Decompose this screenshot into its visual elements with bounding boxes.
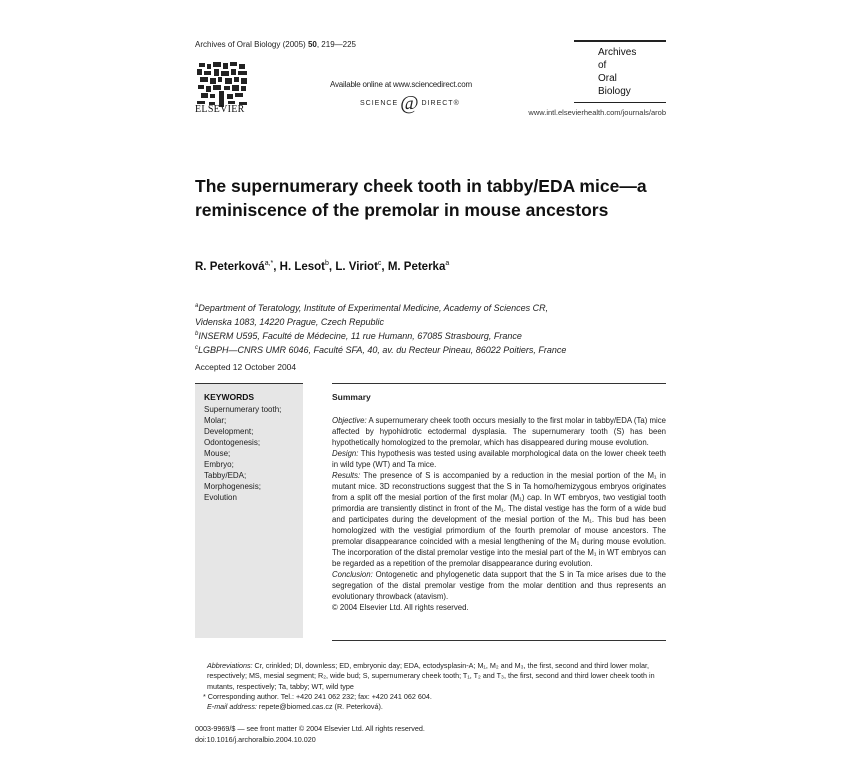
author-affiliation-mark: c [377,260,382,267]
author-list: R. Peterková$^{a,*}$, H. Lesot$^b$, L. Viriot$^c$, M. Peterka$^a$ [195,260,450,273]
author-affiliation-mark: a,* [264,260,274,267]
affiliation-line: $^a$Department of Teratology, Institute of Experimental Medicine, Academy of Sciences CR, [195,303,549,313]
summary-copyright: © 2004 Elsevier Ltd. All rights reserved. [332,603,469,612]
author-name: L. Viriot [335,260,378,273]
keyword-item: Supernumerary tooth; [204,405,282,414]
journal-name-line: Biology [598,86,631,97]
summary-design: Design: This hypothesis was tested using available morphological data on the lower cheek teeth in wild type (WT) and Ta mice. [332,449,666,469]
doi-link[interactable]: doi:10.1016/j.archoralbio.2004.10.020 [195,734,316,744]
journal-citation [195,40,356,49]
available-online-text: Available online at www.sciencedirect.com [330,80,472,89]
author-affiliation-mark: a [445,260,450,267]
footnotes [195,661,667,712]
keyword-item: Odontogenesis; [204,438,261,447]
front-matter-copyright [195,724,425,745]
issn-line: 0003-9969/$ — see front matter © 2004 Elsevier Ltd. All rights reserved. [195,724,425,733]
author-name: M. Peterka [387,260,446,273]
abbreviations-footnote: Abbreviations: Cr, crinkled; Dl, downless; ED, embryonic day; EDA, ectodysplasin-A; M₁, M₂ and M₃, the first, second and third lower molar, respectively; MS, mesial segment; R₂, wide bud; S, supernumerary cheek tooth; T₁, T₂ and T₃, the first, second and third lower cheek tooth in mutants, respectively; Ta, tabby; WT, wild type [207,661,655,691]
keywords-box [195,383,303,638]
summary-top-rule [332,383,666,384]
keyword-item: Molar; [204,416,227,425]
keyword-item: Development; [204,427,254,436]
keyword-item: Evolution [204,493,237,502]
summary-section [332,392,666,613]
corresponding-author-footnote: * Corresponding author. Tel.: +420 241 062 232; fax: +420 241 062 604. [203,691,432,701]
journal-url[interactable]: www.intl.elsevierhealth.com/journals/arob [528,108,666,117]
summary-conclusion: Conclusion: Ontogenetic and phylogenetic data support that the S in Ta mice arises due to the segregation of the distal premolar vestige from the molar dentition and thus represents an evolutionary throwback (atavism). [332,570,666,601]
article-title: The supernumerary cheek tooth in tabby/EDA mice—a reminiscence of the premolar in mouse ancestors [195,176,647,220]
summary-objective: Objective: A supernumerary cheek tooth occurs mesially to the first molar in tabby/EDA (Ta) mice affected by hypohidrotic ectodermal dysplasia. The supernumerary tooth (S) has been hypothetically homologized to the premolar, which has disappeared during mouse evolution. [332,416,666,447]
journal-name-line: Archives [598,47,637,58]
summary-bottom-rule [332,640,666,641]
keyword-item: Mouse; [204,449,231,458]
sciencedirect-at-icon: @ [400,92,420,114]
sciencedirect-logo-left: SCIENCE [360,99,399,107]
author-name: R. Peterková [195,260,265,273]
affiliation-line: $^b$INSERM U595, Faculté de Médecine, 11 rue Humann, 67085 Strasbourg, France [195,331,522,341]
accepted-date: Accepted 12 October 2004 [195,362,297,372]
journal-citation-post: , 219—225 [316,40,356,49]
sciencedirect-logo [360,92,460,114]
email-footnote: E-mail address: repete@biomed.cas.cz (R. Peterková). [207,702,383,712]
summary-heading: Summary [332,392,371,402]
keyword-item: Morphogenesis; [204,482,261,491]
keyword-item: Embryo; [204,460,234,469]
keyword-item: Tabby/EDA; [204,471,247,480]
affiliation-line: Videnska 1083, 14220 Prague, Czech Republic [195,317,384,327]
journal-citation-pre: Archives of Oral Biology (2005) [195,40,308,49]
keywords-title: KEYWORDS [204,392,255,402]
journal-volume: 50 [307,40,317,49]
author-affiliation-mark: b [325,260,329,267]
journal-name-line: of [598,60,607,71]
journal-name-box [574,40,666,103]
summary-results: Results: The presence of S is accompanied by a reduction in the mesial portion of the M₁ in mutant mice. 3D reconstructions suggest that the S in Ta homo/hemizygous embryos originates from a split off the mesial portion of the first molar (M₁) cap. In WT embryos, two vestigial tooth primordia are transiently distinct in front of the M₁. The distal vestige has the form of a wide bud and participates during the development of the mesial portion of the M₁. This bud has been homologized with the vestigial primordium of the fourth premolar of mouse ancestors. The premolar disappearance coincided with a mesial lengthening of the M₁ during mouse evolution. The incorporation of the distal premolar vestige into the mesial part of the M₁ in WT embryos can be regarded as a repetition of the premolar disappearance during evolution. [332,471,666,568]
affiliations [195,300,665,356]
sciencedirect-logo-right: DIRECT® [421,99,460,107]
journal-name-line: Oral [598,73,617,84]
author-name: H. Lesot [279,260,326,273]
elsevier-wordmark: ELSEVIER [195,104,245,115]
affiliation-line: $^c$LGBPH—CNRS UMR 6046, Faculté SFA, 40, av. du Recteur Pineau, 86022 Poitiers, France [195,345,567,355]
